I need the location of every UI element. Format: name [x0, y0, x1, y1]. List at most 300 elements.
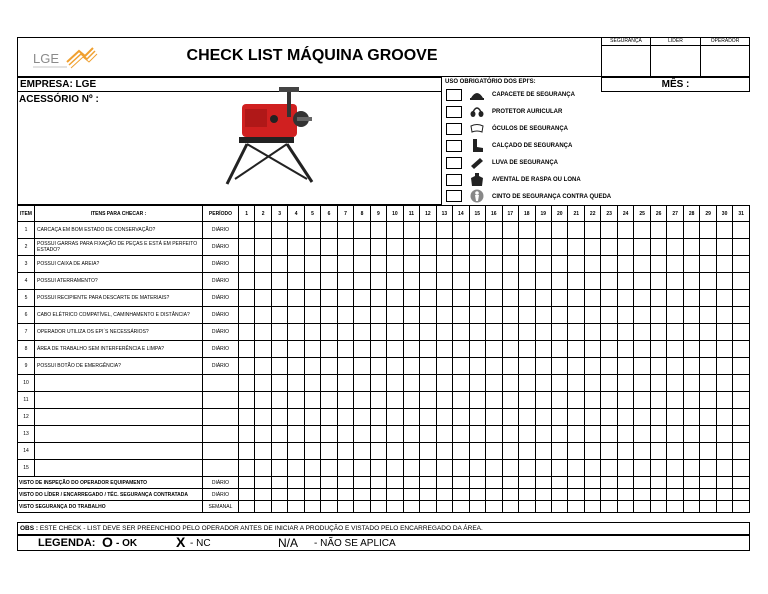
day-check-cell[interactable] — [502, 392, 518, 409]
day-check-cell[interactable] — [716, 443, 732, 460]
day-signature-cell[interactable] — [535, 501, 551, 513]
day-check-cell[interactable] — [403, 392, 419, 409]
day-check-cell[interactable] — [601, 239, 617, 256]
day-signature-cell[interactable] — [288, 501, 304, 513]
day-signature-cell[interactable] — [337, 477, 353, 489]
day-check-cell[interactable] — [716, 460, 732, 477]
day-check-cell[interactable] — [238, 409, 254, 426]
day-check-cell[interactable] — [403, 222, 419, 239]
day-signature-cell[interactable] — [486, 489, 502, 501]
day-check-cell[interactable] — [733, 443, 750, 460]
day-check-cell[interactable] — [519, 324, 535, 341]
day-signature-cell[interactable] — [634, 477, 650, 489]
day-check-cell[interactable] — [238, 307, 254, 324]
day-check-cell[interactable] — [469, 239, 485, 256]
day-check-cell[interactable] — [271, 443, 287, 460]
day-check-cell[interactable] — [403, 307, 419, 324]
day-check-cell[interactable] — [650, 443, 666, 460]
day-check-cell[interactable] — [370, 409, 386, 426]
day-check-cell[interactable] — [502, 409, 518, 426]
day-check-cell[interactable] — [733, 239, 750, 256]
day-signature-cell[interactable] — [354, 501, 370, 513]
day-check-cell[interactable] — [584, 358, 600, 375]
day-signature-cell[interactable] — [453, 489, 469, 501]
acessorio-field[interactable]: ACESSÓRIO Nº : — [19, 94, 99, 105]
day-check-cell[interactable] — [321, 256, 337, 273]
epi-checkbox-capacete[interactable] — [446, 89, 462, 101]
day-check-cell[interactable] — [288, 375, 304, 392]
day-check-cell[interactable] — [502, 341, 518, 358]
day-signature-cell[interactable] — [601, 501, 617, 513]
day-check-cell[interactable] — [453, 358, 469, 375]
day-check-cell[interactable] — [321, 239, 337, 256]
day-check-cell[interactable] — [667, 222, 683, 239]
day-signature-cell[interactable] — [469, 477, 485, 489]
day-check-cell[interactable] — [650, 239, 666, 256]
day-check-cell[interactable] — [650, 392, 666, 409]
day-check-cell[interactable] — [238, 358, 254, 375]
day-check-cell[interactable] — [502, 426, 518, 443]
day-signature-cell[interactable] — [700, 477, 716, 489]
day-check-cell[interactable] — [733, 222, 750, 239]
day-check-cell[interactable] — [650, 222, 666, 239]
day-check-cell[interactable] — [535, 443, 551, 460]
day-check-cell[interactable] — [436, 443, 452, 460]
day-check-cell[interactable] — [486, 273, 502, 290]
day-check-cell[interactable] — [304, 426, 320, 443]
day-check-cell[interactable] — [337, 239, 353, 256]
day-signature-cell[interactable] — [403, 489, 419, 501]
day-check-cell[interactable] — [403, 426, 419, 443]
day-check-cell[interactable] — [288, 358, 304, 375]
day-check-cell[interactable] — [255, 307, 271, 324]
day-check-cell[interactable] — [370, 324, 386, 341]
day-check-cell[interactable] — [420, 409, 436, 426]
day-signature-cell[interactable] — [601, 477, 617, 489]
day-check-cell[interactable] — [634, 358, 650, 375]
day-check-cell[interactable] — [304, 358, 320, 375]
day-check-cell[interactable] — [288, 443, 304, 460]
day-signature-cell[interactable] — [453, 501, 469, 513]
day-check-cell[interactable] — [453, 426, 469, 443]
day-check-cell[interactable] — [403, 341, 419, 358]
day-check-cell[interactable] — [469, 460, 485, 477]
day-check-cell[interactable] — [552, 239, 568, 256]
day-check-cell[interactable] — [337, 426, 353, 443]
day-check-cell[interactable] — [535, 239, 551, 256]
day-check-cell[interactable] — [238, 443, 254, 460]
day-signature-cell[interactable] — [403, 501, 419, 513]
day-check-cell[interactable] — [650, 307, 666, 324]
day-check-cell[interactable] — [667, 358, 683, 375]
day-check-cell[interactable] — [469, 341, 485, 358]
day-check-cell[interactable] — [617, 239, 633, 256]
day-check-cell[interactable] — [634, 239, 650, 256]
day-signature-cell[interactable] — [255, 501, 271, 513]
day-check-cell[interactable] — [535, 392, 551, 409]
day-signature-cell[interactable] — [304, 489, 320, 501]
day-check-cell[interactable] — [617, 307, 633, 324]
day-check-cell[interactable] — [601, 460, 617, 477]
day-check-cell[interactable] — [370, 290, 386, 307]
day-check-cell[interactable] — [354, 443, 370, 460]
day-check-cell[interactable] — [436, 290, 452, 307]
day-signature-cell[interactable] — [584, 501, 600, 513]
day-check-cell[interactable] — [634, 324, 650, 341]
day-check-cell[interactable] — [650, 290, 666, 307]
day-check-cell[interactable] — [387, 443, 403, 460]
day-check-cell[interactable] — [519, 375, 535, 392]
day-check-cell[interactable] — [288, 290, 304, 307]
day-check-cell[interactable] — [453, 443, 469, 460]
day-check-cell[interactable] — [552, 426, 568, 443]
day-signature-cell[interactable] — [617, 501, 633, 513]
day-check-cell[interactable] — [584, 239, 600, 256]
day-signature-cell[interactable] — [321, 489, 337, 501]
day-check-cell[interactable] — [733, 426, 750, 443]
day-check-cell[interactable] — [535, 341, 551, 358]
day-signature-cell[interactable] — [667, 489, 683, 501]
day-check-cell[interactable] — [469, 324, 485, 341]
day-check-cell[interactable] — [469, 307, 485, 324]
day-check-cell[interactable] — [354, 256, 370, 273]
day-check-cell[interactable] — [519, 358, 535, 375]
day-check-cell[interactable] — [535, 358, 551, 375]
day-check-cell[interactable] — [634, 426, 650, 443]
day-check-cell[interactable] — [486, 341, 502, 358]
day-check-cell[interactable] — [255, 256, 271, 273]
day-check-cell[interactable] — [370, 222, 386, 239]
day-signature-cell[interactable] — [650, 477, 666, 489]
day-check-cell[interactable] — [650, 256, 666, 273]
day-check-cell[interactable] — [453, 273, 469, 290]
day-signature-cell[interactable] — [436, 477, 452, 489]
day-check-cell[interactable] — [601, 443, 617, 460]
day-check-cell[interactable] — [552, 273, 568, 290]
day-check-cell[interactable] — [584, 409, 600, 426]
day-check-cell[interactable] — [601, 375, 617, 392]
day-check-cell[interactable] — [634, 307, 650, 324]
day-check-cell[interactable] — [552, 256, 568, 273]
day-check-cell[interactable] — [370, 307, 386, 324]
day-signature-cell[interactable] — [288, 489, 304, 501]
day-check-cell[interactable] — [420, 460, 436, 477]
day-check-cell[interactable] — [238, 239, 254, 256]
day-check-cell[interactable] — [502, 222, 518, 239]
day-check-cell[interactable] — [354, 222, 370, 239]
day-check-cell[interactable] — [370, 273, 386, 290]
day-check-cell[interactable] — [469, 392, 485, 409]
day-check-cell[interactable] — [601, 358, 617, 375]
day-check-cell[interactable] — [403, 460, 419, 477]
day-check-cell[interactable] — [519, 392, 535, 409]
day-check-cell[interactable] — [271, 307, 287, 324]
day-check-cell[interactable] — [370, 341, 386, 358]
day-check-cell[interactable] — [304, 273, 320, 290]
day-check-cell[interactable] — [568, 409, 584, 426]
day-check-cell[interactable] — [700, 375, 716, 392]
signature-operador[interactable] — [700, 37, 750, 77]
day-check-cell[interactable] — [271, 239, 287, 256]
day-check-cell[interactable] — [238, 273, 254, 290]
day-signature-cell[interactable] — [700, 489, 716, 501]
day-check-cell[interactable] — [650, 324, 666, 341]
day-check-cell[interactable] — [683, 273, 699, 290]
day-check-cell[interactable] — [650, 341, 666, 358]
day-signature-cell[interactable] — [255, 477, 271, 489]
day-check-cell[interactable] — [601, 273, 617, 290]
day-check-cell[interactable] — [255, 426, 271, 443]
day-check-cell[interactable] — [354, 460, 370, 477]
day-check-cell[interactable] — [634, 256, 650, 273]
day-check-cell[interactable] — [733, 307, 750, 324]
day-check-cell[interactable] — [667, 341, 683, 358]
day-check-cell[interactable] — [337, 392, 353, 409]
day-signature-cell[interactable] — [387, 489, 403, 501]
day-check-cell[interactable] — [700, 273, 716, 290]
day-check-cell[interactable] — [321, 222, 337, 239]
day-check-cell[interactable] — [271, 290, 287, 307]
day-check-cell[interactable] — [634, 460, 650, 477]
day-check-cell[interactable] — [255, 375, 271, 392]
day-check-cell[interactable] — [486, 324, 502, 341]
day-signature-cell[interactable] — [271, 489, 287, 501]
day-check-cell[interactable] — [700, 256, 716, 273]
day-check-cell[interactable] — [271, 375, 287, 392]
day-check-cell[interactable] — [304, 239, 320, 256]
day-signature-cell[interactable] — [502, 489, 518, 501]
day-check-cell[interactable] — [650, 273, 666, 290]
day-check-cell[interactable] — [288, 460, 304, 477]
day-check-cell[interactable] — [716, 273, 732, 290]
day-check-cell[interactable] — [337, 256, 353, 273]
day-check-cell[interactable] — [354, 392, 370, 409]
day-signature-cell[interactable] — [469, 489, 485, 501]
day-check-cell[interactable] — [271, 426, 287, 443]
day-signature-cell[interactable] — [650, 501, 666, 513]
day-check-cell[interactable] — [354, 426, 370, 443]
day-check-cell[interactable] — [304, 256, 320, 273]
day-check-cell[interactable] — [584, 460, 600, 477]
day-signature-cell[interactable] — [519, 477, 535, 489]
day-check-cell[interactable] — [271, 358, 287, 375]
day-check-cell[interactable] — [733, 324, 750, 341]
day-check-cell[interactable] — [617, 409, 633, 426]
day-check-cell[interactable] — [617, 324, 633, 341]
day-check-cell[interactable] — [453, 239, 469, 256]
day-check-cell[interactable] — [535, 375, 551, 392]
day-check-cell[interactable] — [387, 290, 403, 307]
day-check-cell[interactable] — [733, 392, 750, 409]
day-check-cell[interactable] — [271, 324, 287, 341]
day-check-cell[interactable] — [535, 307, 551, 324]
day-check-cell[interactable] — [354, 239, 370, 256]
day-check-cell[interactable] — [321, 324, 337, 341]
day-check-cell[interactable] — [436, 307, 452, 324]
day-check-cell[interactable] — [436, 324, 452, 341]
day-signature-cell[interactable] — [436, 501, 452, 513]
day-check-cell[interactable] — [288, 409, 304, 426]
day-signature-cell[interactable] — [535, 477, 551, 489]
day-check-cell[interactable] — [420, 307, 436, 324]
day-check-cell[interactable] — [354, 409, 370, 426]
day-check-cell[interactable] — [733, 290, 750, 307]
day-signature-cell[interactable] — [337, 489, 353, 501]
day-check-cell[interactable] — [519, 273, 535, 290]
day-check-cell[interactable] — [519, 443, 535, 460]
day-check-cell[interactable] — [716, 324, 732, 341]
day-check-cell[interactable] — [502, 443, 518, 460]
day-signature-cell[interactable] — [584, 489, 600, 501]
day-check-cell[interactable] — [502, 307, 518, 324]
day-check-cell[interactable] — [733, 460, 750, 477]
day-signature-cell[interactable] — [617, 489, 633, 501]
day-check-cell[interactable] — [453, 290, 469, 307]
day-check-cell[interactable] — [700, 290, 716, 307]
day-check-cell[interactable] — [271, 256, 287, 273]
day-check-cell[interactable] — [584, 341, 600, 358]
day-check-cell[interactable] — [271, 222, 287, 239]
day-check-cell[interactable] — [486, 290, 502, 307]
day-check-cell[interactable] — [469, 273, 485, 290]
day-check-cell[interactable] — [667, 307, 683, 324]
day-check-cell[interactable] — [617, 443, 633, 460]
day-check-cell[interactable] — [370, 256, 386, 273]
day-check-cell[interactable] — [321, 358, 337, 375]
day-check-cell[interactable] — [683, 341, 699, 358]
day-check-cell[interactable] — [271, 341, 287, 358]
epi-checkbox-protetor[interactable] — [446, 106, 462, 118]
day-check-cell[interactable] — [387, 341, 403, 358]
day-check-cell[interactable] — [288, 307, 304, 324]
day-check-cell[interactable] — [535, 256, 551, 273]
day-check-cell[interactable] — [552, 460, 568, 477]
day-check-cell[interactable] — [683, 324, 699, 341]
day-check-cell[interactable] — [469, 375, 485, 392]
day-check-cell[interactable] — [683, 290, 699, 307]
day-check-cell[interactable] — [420, 256, 436, 273]
day-check-cell[interactable] — [304, 324, 320, 341]
day-check-cell[interactable] — [436, 341, 452, 358]
day-check-cell[interactable] — [370, 358, 386, 375]
day-check-cell[interactable] — [634, 290, 650, 307]
day-check-cell[interactable] — [617, 341, 633, 358]
day-check-cell[interactable] — [255, 392, 271, 409]
day-check-cell[interactable] — [552, 290, 568, 307]
day-signature-cell[interactable] — [238, 477, 254, 489]
day-check-cell[interactable] — [321, 426, 337, 443]
day-check-cell[interactable] — [584, 392, 600, 409]
day-check-cell[interactable] — [469, 443, 485, 460]
day-check-cell[interactable] — [255, 460, 271, 477]
day-signature-cell[interactable] — [584, 477, 600, 489]
day-check-cell[interactable] — [601, 290, 617, 307]
day-check-cell[interactable] — [486, 409, 502, 426]
day-check-cell[interactable] — [716, 375, 732, 392]
day-check-cell[interactable] — [716, 426, 732, 443]
day-check-cell[interactable] — [617, 358, 633, 375]
day-check-cell[interactable] — [387, 222, 403, 239]
day-check-cell[interactable] — [601, 307, 617, 324]
day-check-cell[interactable] — [321, 460, 337, 477]
day-check-cell[interactable] — [535, 324, 551, 341]
day-check-cell[interactable] — [255, 222, 271, 239]
day-check-cell[interactable] — [403, 358, 419, 375]
day-check-cell[interactable] — [271, 273, 287, 290]
day-check-cell[interactable] — [453, 222, 469, 239]
day-check-cell[interactable] — [502, 256, 518, 273]
day-check-cell[interactable] — [370, 239, 386, 256]
day-check-cell[interactable] — [584, 324, 600, 341]
day-check-cell[interactable] — [733, 341, 750, 358]
day-check-cell[interactable] — [584, 256, 600, 273]
day-check-cell[interactable] — [436, 358, 452, 375]
day-signature-cell[interactable] — [486, 477, 502, 489]
day-check-cell[interactable] — [568, 392, 584, 409]
day-check-cell[interactable] — [716, 341, 732, 358]
day-check-cell[interactable] — [584, 273, 600, 290]
day-check-cell[interactable] — [420, 239, 436, 256]
day-signature-cell[interactable] — [617, 477, 633, 489]
day-check-cell[interactable] — [650, 375, 666, 392]
day-check-cell[interactable] — [552, 375, 568, 392]
day-check-cell[interactable] — [288, 392, 304, 409]
day-signature-cell[interactable] — [568, 501, 584, 513]
day-check-cell[interactable] — [354, 307, 370, 324]
day-check-cell[interactable] — [453, 392, 469, 409]
day-check-cell[interactable] — [519, 222, 535, 239]
day-check-cell[interactable] — [486, 222, 502, 239]
day-check-cell[interactable] — [733, 409, 750, 426]
day-signature-cell[interactable] — [716, 489, 732, 501]
day-check-cell[interactable] — [255, 290, 271, 307]
signature-lider[interactable] — [650, 37, 701, 77]
day-check-cell[interactable] — [321, 290, 337, 307]
day-check-cell[interactable] — [321, 273, 337, 290]
day-signature-cell[interactable] — [568, 489, 584, 501]
day-check-cell[interactable] — [255, 358, 271, 375]
day-check-cell[interactable] — [667, 256, 683, 273]
day-check-cell[interactable] — [387, 273, 403, 290]
day-check-cell[interactable] — [255, 409, 271, 426]
day-check-cell[interactable] — [568, 290, 584, 307]
day-check-cell[interactable] — [502, 290, 518, 307]
day-check-cell[interactable] — [304, 460, 320, 477]
day-check-cell[interactable] — [436, 409, 452, 426]
day-check-cell[interactable] — [469, 358, 485, 375]
day-check-cell[interactable] — [255, 273, 271, 290]
day-check-cell[interactable] — [387, 392, 403, 409]
day-check-cell[interactable] — [420, 426, 436, 443]
day-check-cell[interactable] — [321, 341, 337, 358]
day-signature-cell[interactable] — [238, 489, 254, 501]
day-check-cell[interactable] — [354, 273, 370, 290]
day-check-cell[interactable] — [667, 443, 683, 460]
day-check-cell[interactable] — [601, 222, 617, 239]
day-check-cell[interactable] — [403, 324, 419, 341]
day-check-cell[interactable] — [370, 443, 386, 460]
day-check-cell[interactable] — [601, 409, 617, 426]
day-check-cell[interactable] — [337, 443, 353, 460]
day-signature-cell[interactable] — [238, 501, 254, 513]
day-check-cell[interactable] — [321, 392, 337, 409]
day-check-cell[interactable] — [601, 256, 617, 273]
day-signature-cell[interactable] — [552, 501, 568, 513]
day-check-cell[interactable] — [601, 392, 617, 409]
day-check-cell[interactable] — [584, 375, 600, 392]
day-check-cell[interactable] — [552, 307, 568, 324]
day-check-cell[interactable] — [700, 341, 716, 358]
